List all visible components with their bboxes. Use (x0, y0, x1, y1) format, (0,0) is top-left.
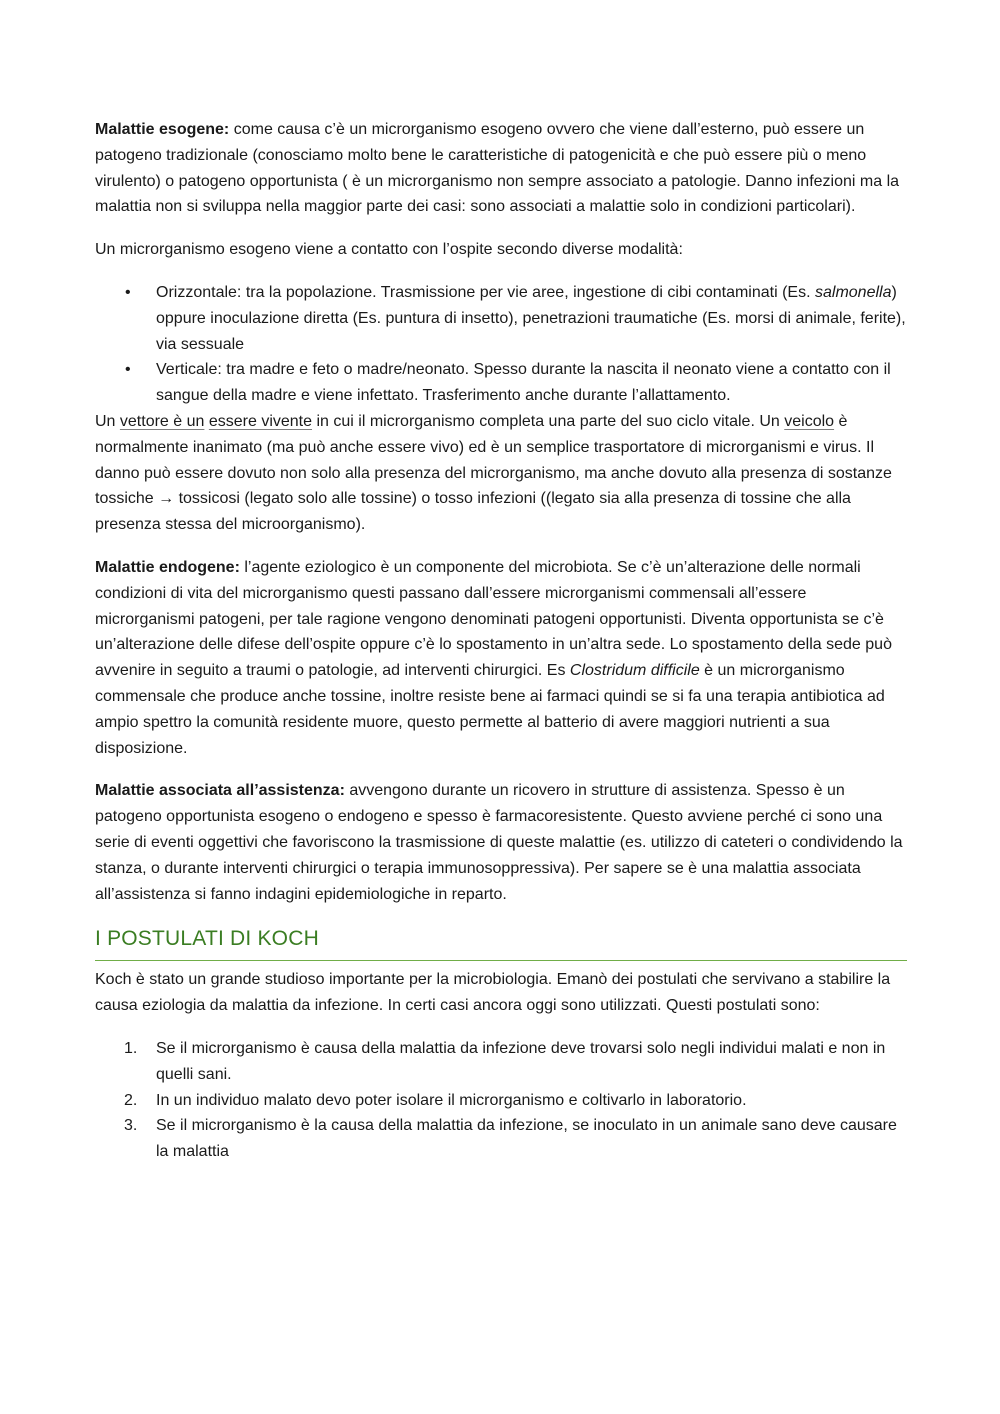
section-heading-koch: I POSTULATI DI KOCH (95, 924, 907, 961)
term-vector: vettore è un (119, 412, 205, 430)
term-exogenous-diseases: Malattie esogene: (95, 121, 230, 138)
arrow-icon: → (158, 490, 175, 508)
term-endogenous-diseases: Malattie endogene: (95, 558, 240, 576)
term-healthcare-associated: Malattie associata all’assistenza: (95, 782, 345, 800)
paragraph-healthcare-associated: Malattie associata all’assistenza: avvengono durante un ricovero in strutture di assistenza. Spesso è un patogeno opportunista esogeno o endogeno e spesso è farmacoresistente. Questo avviene perché ci sono una serie di eventi oggettivi che favoriscono la trasmissione di queste malattie (es. utilizzo di cateteri o condividendo la stanza, o durante interventi chirurgici o terapia immunosoppressiva). Per sapere se è una malattia associata all’assistenza si fanno indagini epidemiologiche in reparto. (95, 782, 903, 903)
paragraph-contact-modes: Un microrganismo esogeno viene a contatto con l’ospite secondo diverse modalità: (95, 241, 683, 259)
paragraph-vector-vehicle: Un vettore è un essere vivente in cui il microrganismo completa una parte del suo ciclo vitale. Un veicolo è normalmente inanimato (ma può anche essere vivo) ed è un semplice trasportatore di microrganismi e virus. Il danno può essere dovuto non solo alla presenza del microrganismo, ma anche dovuto alla presenza di sostanze tossiche → tossicosi (legato solo alle tossine) o tosso infezioni ((legato sia alla presenza di tossine che alla presenza stessa del microorganismo). (95, 412, 892, 534)
transmission-list (95, 280, 907, 409)
postulates-list (95, 1036, 907, 1165)
list-item: 1. Se il microrganismo è causa della malattia da infezione deve trovarsi solo negli individui malati e non in quelli sani. (124, 1039, 886, 1083)
paragraph-koch-intro: Koch è stato un grande studioso importante per la microbiologia. Emanò dei postulati che servivano a stabilire la causa eziologia da malattia da infezione. In certi casi ancora oggi sono utilizzati. Questi postulati sono: (95, 971, 891, 1015)
term-living-being: essere vivente (208, 412, 313, 430)
list-item: 3. Se il microrganismo è la causa della malattia da infezione, se inoculato in un animale sano deve causare la malattia (124, 1117, 897, 1161)
paragraph-exogenous-diseases: Malattie esogene: come causa c’è un microrganismo esogeno ovvero che viene dall’esterno, può essere un patogeno tradizionale (conosciamo molto bene le caratteristiche di patogenicità e che può essere più o meno virulento) o patogeno opportunista ( è un microrganismo non sempre associato a patologie. Danno infezioni ma la malattia non si sviluppa nella maggior parte dei casi: sono associati a malattie solo in condizioni particolari). (95, 121, 900, 216)
list-item: 2. In un individuo malato devo poter isolare il microrganismo e coltivarlo in laboratorio. (124, 1091, 747, 1109)
list-item: • Verticale: tra madre e feto o madre/neonato. Spesso durante la nascita il neonato viene a contatto con il sangue della madre e viene infettato. Trasferimento anche durante l’allattamento. (95, 357, 907, 409)
term-vehicle: veicolo (784, 412, 835, 430)
list-item: • Orizzontale: tra la popolazione. Trasmissione per vie aree, ingestione di cibi contaminati (Es. salmonella) oppure inoculazione diretta (Es. puntura di insetto), penetrazioni traumatiche (Es. morsi di animale, ferite), via sessuale (95, 280, 907, 357)
paragraph-endogenous-diseases: Malattie endogene: l’agente eziologico è un componente del microbiota. Se c’è un’alterazione delle normali condizioni di vita del microrganismo questi passano dall’essere microrganismi commensali all’essere microrganismi patogeni, per tale ragione vengono denominati patogeni opportunisti. Diventa opportunista se c’è un’alterazione delle difese dell’ospite oppure c’è lo spostamento in un’altra sede. Lo spostamento della sede può avvenire in seguito a traumi o patologie, ad interventi chirurgici. Es Clostridum difficile è un microrganismo commensale che produce anche tossine, inoltre resiste bene ai farmaci quindi se si fa una terapia antibiotica ad ampio spettro la comunità residente muore, questo permette al batterio di avere maggiori nutrienti a sua disposizione. (95, 558, 892, 757)
